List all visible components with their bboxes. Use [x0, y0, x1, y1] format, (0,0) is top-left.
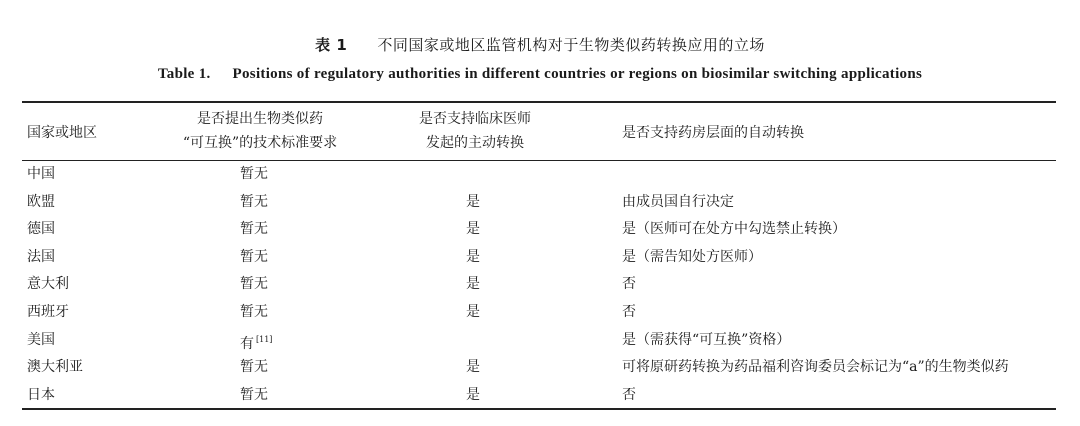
cell-region: 德国: [27, 221, 55, 238]
table-row: [0, 353, 1080, 381]
cell-pharmacy: 是（医师可在处方中勾选禁止转换）: [622, 221, 846, 238]
cell-pharmacy: 是（需告知处方医师）: [622, 248, 762, 265]
cell-physician: 是: [466, 386, 480, 403]
cell-physician: 是: [466, 221, 480, 238]
table-title-cn: 不同国家或地区监管机构对于生物类似药转换应用的立场: [377, 36, 765, 54]
cell-physician: 是: [466, 276, 480, 293]
table-row: [0, 215, 1080, 243]
table-number-en: Table 1.: [157, 66, 211, 82]
table-top-rule: [22, 101, 1056, 103]
cell-region: 意大利: [27, 276, 69, 293]
cell-standard: 暂无: [240, 276, 268, 293]
cell-pharmacy: 由成员国自行决定: [622, 193, 734, 210]
cell-pharmacy: 是（需获得“可互换”资格）: [622, 331, 791, 348]
table-row: [0, 188, 1080, 216]
cell-physician: 是: [466, 304, 480, 320]
cell-pharmacy: 否: [622, 276, 636, 293]
cell-region: 美国: [27, 331, 55, 348]
cell-standard: 暂无: [240, 166, 268, 182]
cell-region: 中国: [27, 166, 55, 182]
header-physician-line2: 发起的主动转换: [426, 135, 524, 151]
cell-standard: 暂无: [240, 304, 268, 320]
cell-physician: 是: [466, 248, 480, 265]
header-interchangeable-standard: [140, 107, 380, 155]
table-row: [0, 298, 1080, 326]
cell-physician: 是: [466, 359, 480, 376]
header-physician-line1: 是否支持临床医师: [419, 111, 531, 127]
cell-standard: 暂无: [240, 359, 268, 376]
cell-pharmacy: 可将原研药转换为药品福利咨询委员会标记为“a”的生物类似药: [622, 359, 1009, 376]
cell-region: 日本: [27, 386, 55, 403]
cell-standard: 暂无: [240, 193, 268, 210]
cell-standard: 暂无: [240, 248, 268, 265]
header-region: 国家或地区: [27, 125, 97, 141]
citation-reference: [11]: [256, 334, 273, 344]
cell-standard: 暂无: [240, 386, 268, 403]
cell-standard: 有: [240, 335, 254, 352]
table-number-cn: 表 1: [315, 36, 348, 54]
cell-pharmacy: 否: [622, 304, 636, 320]
cell-pharmacy: 否: [622, 386, 636, 403]
table-row: [0, 243, 1080, 271]
table-caption-chinese: [0, 34, 1080, 55]
table-row: [0, 326, 1080, 354]
table-row: [0, 381, 1080, 409]
cell-region: 法国: [27, 248, 55, 265]
cell-region: 欧盟: [27, 193, 55, 210]
table-row: [0, 270, 1080, 298]
header-standard-line2: “可互换”的技术标准要求: [182, 135, 338, 151]
header-physician-switch: [370, 107, 580, 155]
table-caption-english: [0, 66, 1080, 83]
cell-region: 西班牙: [27, 304, 69, 320]
cell-standard: 暂无: [240, 221, 268, 238]
header-pharmacy-substitution: 是否支持药房层面的自动转换: [622, 125, 804, 141]
table-bottom-rule: [22, 408, 1056, 410]
table-row: [0, 160, 1080, 188]
header-standard-line1: 是否提出生物类似药: [197, 111, 323, 127]
cell-physician: 是: [466, 193, 480, 210]
cell-region: 澳大利亚: [27, 359, 83, 376]
table-title-en: Positions of regulatory authorities in different countries or regions on biosimilar switching applications: [232, 66, 923, 82]
